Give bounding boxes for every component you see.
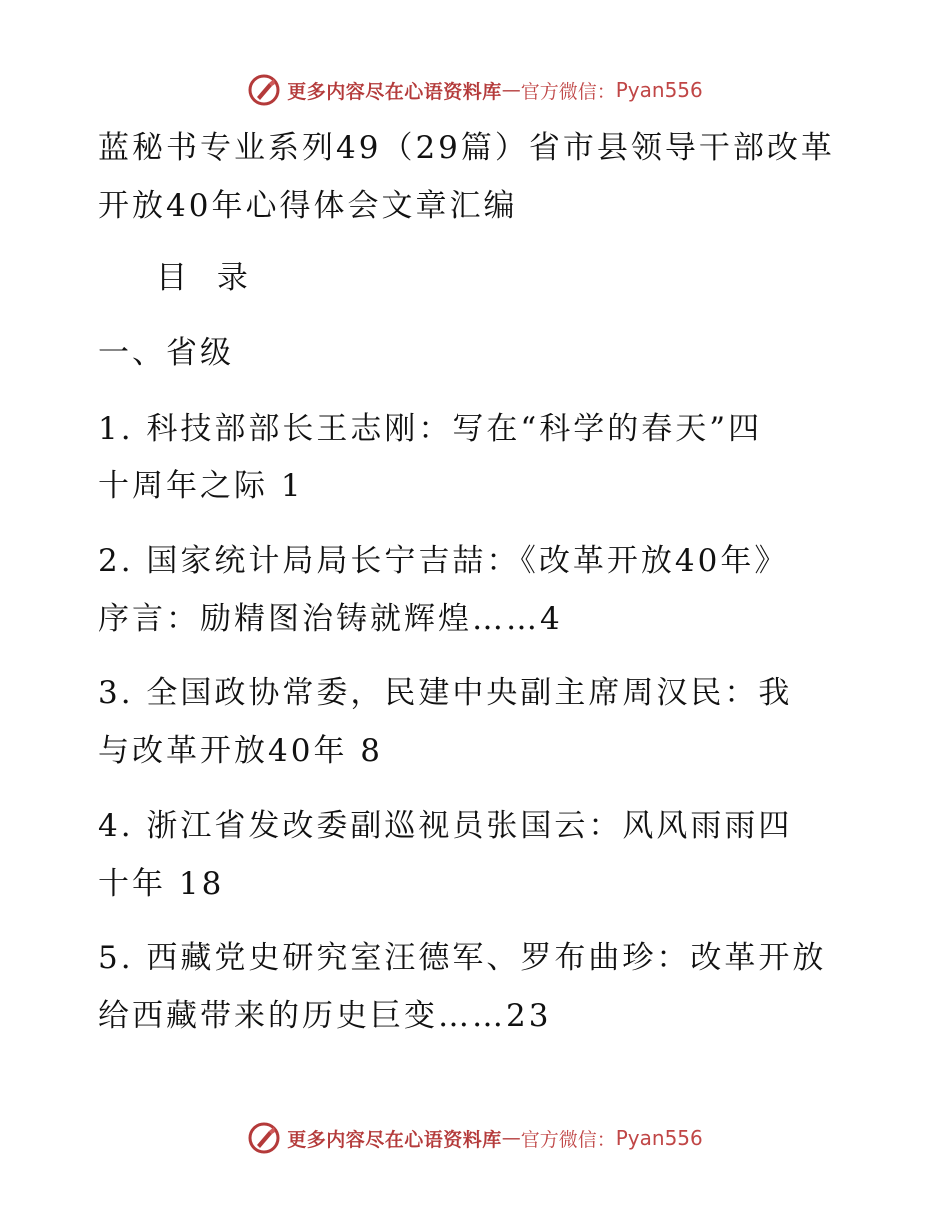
toc-entry-4-line-1: 4. 浙江省发改委副巡视员张国云：风风雨雨四 — [98, 808, 793, 844]
banner-main-text: 更多内容尽在心语资料库 — [287, 1128, 502, 1151]
toc-entry-1-line-2: 十周年之际 1 — [98, 468, 304, 504]
section-heading-provincial: 一、省级 — [98, 335, 234, 371]
toc-entry-3-line-1: 3. 全国政协常委，民建中央副主席周汉民：我 — [98, 675, 793, 711]
pen-nib-circle-icon — [247, 1121, 281, 1155]
toc-entry-5-line-2: 给西藏带来的历史巨变……23 — [98, 998, 552, 1034]
banner-wechat-label: 官方微信： — [520, 1128, 616, 1151]
toc-entry-2-line-1: 2. 国家统计局局长宁吉喆：《改革开放40年》 — [98, 543, 789, 579]
document-title-line-2: 开放40年心得体会文章汇编 — [98, 188, 518, 224]
toc-entry-4-line-2: 十年 18 — [98, 866, 225, 902]
toc-entry-1-line-1: 1. 科技部部长王志刚：写在“科学的春天”四 — [98, 411, 763, 447]
banner-separator: — — [501, 1127, 521, 1149]
header-banner — [0, 70, 950, 110]
toc-entry-2-line-2: 序言：励精图治铸就辉煌……4 — [98, 601, 563, 637]
banner-separator: — — [501, 79, 521, 101]
banner-wechat-label: 官方微信： — [520, 80, 616, 103]
toc-entry-5-line-1: 5. 西藏党史研究室汪德军、罗布曲珍：改革开放 — [98, 940, 827, 976]
banner-wechat-id: Pyan556 — [615, 1126, 703, 1150]
toc-entry-3-line-2: 与改革开放40年 8 — [98, 733, 384, 769]
banner-wechat-id: Pyan556 — [615, 78, 703, 102]
banner-main-text: 更多内容尽在心语资料库 — [287, 80, 502, 103]
pen-nib-circle-icon — [247, 73, 281, 107]
document-title-line-1: 蓝秘书专业系列49（29篇）省市县领导干部改革 — [98, 130, 835, 166]
footer-banner — [0, 1118, 950, 1158]
toc-heading: 目 录 — [156, 260, 258, 296]
